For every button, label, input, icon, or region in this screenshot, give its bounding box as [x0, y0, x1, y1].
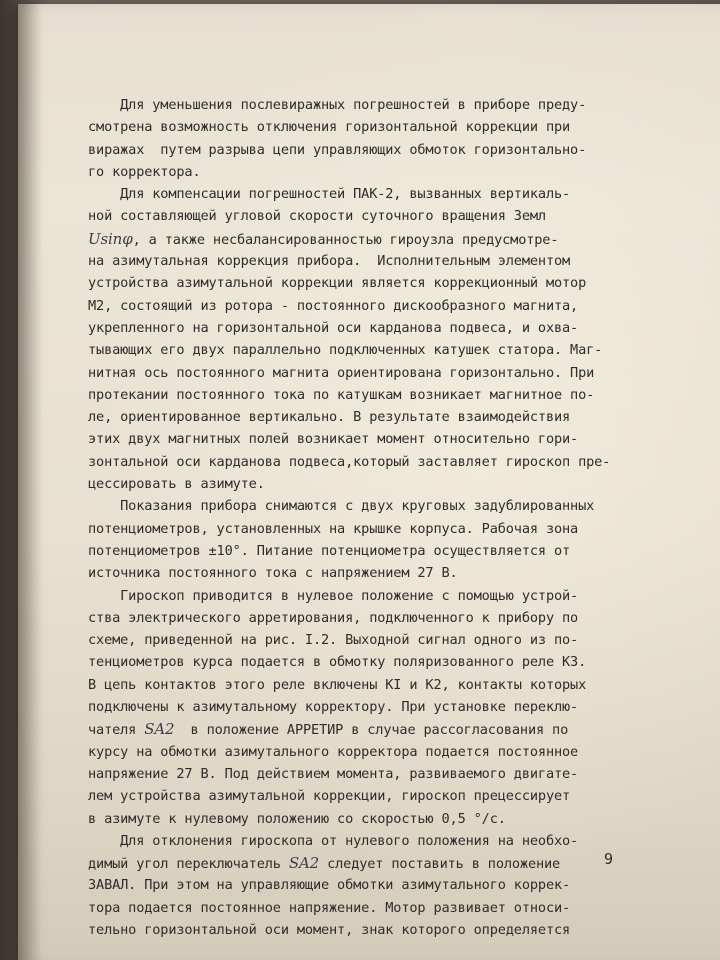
text-line: напряжение 27 В. Под действием момента, развиваемого двигате- [88, 765, 579, 782]
text-line: В цепь контактов этого реле включены КI и К2, контакты которых [88, 676, 587, 693]
text-line: Usinφ, а также несбалансированностью гироузла предусмотре- [88, 229, 559, 248]
body-text [88, 94, 648, 941]
text-line: Гироскоп приводится в нулевое положение с помощью устрой- [88, 587, 579, 604]
text-line: ле, ориентированное вертикально. В результате взаимодействия [88, 409, 571, 426]
text-line: потенциометров, установленных на крышке корпуса. Рабочая зона [88, 520, 579, 537]
text-line: подключены к азимутальному корректору. При установке переклю- [88, 699, 579, 716]
text-line: зонтальной оси карданова подвеса,который заставляет гироскоп пре- [88, 453, 611, 470]
text-line: Для отклонения гироскопа от нулевого положения на необхо- [88, 832, 579, 849]
text-line: тора подается постоянное напряжение. Мотор развивает относи- [88, 899, 571, 916]
text-line: чателя SA2 в положение АРРЕТИР в случае рассогласования по [88, 720, 569, 739]
handwritten-insert: SA2 [144, 720, 175, 739]
text-line: ЗАВАЛ. При этом на управляющие обмотки азимутального коррек- [88, 877, 571, 894]
text-line: протекании постоянного тока по катушкам возникает магнитное по- [88, 386, 595, 403]
text-line: го корректора. [88, 163, 201, 180]
text-line: М2, состоящий из ротора - постоянного дискообразного магнита, [88, 297, 579, 314]
text-line: на азимутальная коррекция прибора. Исполнительным элементом [88, 253, 571, 270]
text-line: курсу на обмотки азимутального корректора подается постоянное [88, 743, 579, 760]
text-line: лем устройства азимутальной коррекции, гироскоп прецессирует [88, 788, 571, 805]
text-line: в азимуте к нулевому положению со скоростью 0,5 °/с. [88, 810, 506, 827]
text-line: тывающих его двух параллельно подключенных катушек статора. Маг- [88, 342, 603, 359]
text-line: схеме, приведенной на рис. I.2. Выходной сигнал одного из по- [88, 632, 579, 649]
text-line: виражах путем разрыва цепи управляющих обмоток горизонтально- [88, 141, 587, 158]
text-line: нитная ось постоянного магнита ориентирована горизонтально. При [88, 364, 595, 381]
handwritten-insert: SA2 [288, 854, 320, 873]
text-line: этих двух магнитных полей возникает момент относительно гори- [88, 431, 579, 448]
text-line: Для компенсации погрешностей ПАК-2, вызванных вертикаль- [88, 186, 571, 203]
text-line: тельно горизонтальной оси момент, знак которого определяется [88, 921, 571, 938]
text-line: источника постоянного тока с напряжением 27 В. [88, 565, 458, 582]
text-line: потенциометров ±10°. Питание потенциометра осуществляется от [88, 542, 571, 559]
text-line: цессировать в азимуте. [88, 476, 265, 493]
text-line: укрепленного на горизонтальной оси карданова подвеса, и охва- [88, 319, 579, 336]
document-page [18, 4, 720, 960]
page-number: 9 [604, 850, 614, 868]
binding-edge [18, 4, 42, 960]
text-line: димый угол переключатель SA2 следует поставить в положение [88, 854, 561, 873]
text-line: ной составляющей угловой скорости суточного вращения Земл [88, 208, 546, 225]
text-line: смотрена возможность отключения горизонтальной коррекции при [88, 119, 571, 136]
text-line: Показания прибора снимаются с двух круговых задублированных [88, 498, 595, 515]
text-line: устройства азимутальной коррекции является коррекционный мотор [88, 275, 587, 292]
text-line: тенциометров курса подается в обмотку поляризованного реле К3. [88, 654, 587, 671]
text-line: ства электрического арретирования, подключенного к прибору по [88, 609, 579, 626]
text-line: Для уменьшения послевиражных погрешностей в приборе преду- [88, 97, 587, 113]
handwritten-insert: Usinφ [88, 229, 133, 248]
